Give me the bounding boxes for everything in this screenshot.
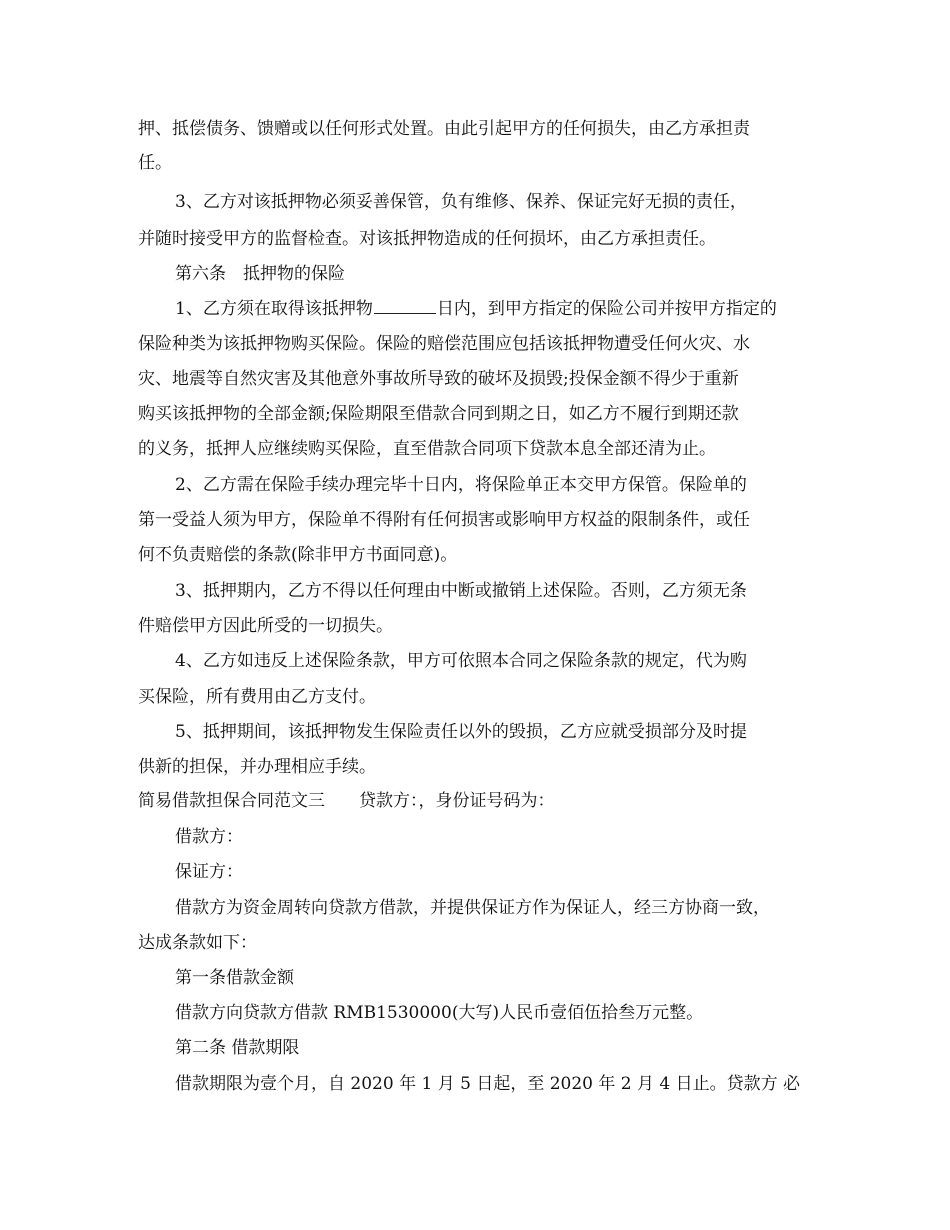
- text-line: 借款方向贷款方借款 RMB1530000(大写)人民币壹佰伍拾叁万元整。: [175, 1003, 704, 1023]
- text-line: 借款期限为壹个月，自 2020 年 1 月 5 日起，至 2020 年 2 月 4 日止。贷款方 必: [175, 1074, 801, 1094]
- text-line: 件赔偿甲方因此所受的一切损失。: [138, 616, 393, 636]
- text-line: 保险种类为该抵押物购买保险。保险的赔偿范围应包括该抵押物遭受任何火灾、水: [138, 334, 750, 354]
- text-line: 任。: [138, 153, 172, 173]
- text-line: 供新的担保，并办理相应手续。: [138, 757, 376, 777]
- text-line: 押、抵偿债务、馈赠或以任何形式处置。由此引起甲方的任何损失，由乙方承担责: [138, 119, 750, 139]
- text-line: 3、乙方对该抵押物必须妥善保管，负有维修、保养、保证完好无损的责任，: [175, 192, 747, 212]
- borrower-label: 借款方：: [175, 827, 243, 847]
- text-line: 借款方为资金周转向贷款方借款，并提供保证方作为保证人，经三方协商一致，: [175, 898, 770, 918]
- text-segment: 1、乙方须在取得该抵押物: [175, 299, 373, 319]
- section-heading: 第一条借款金额: [175, 968, 294, 988]
- text-segment: 日内，到甲方指定的保险公司并按甲方指定的: [436, 299, 777, 319]
- text-line: 4、乙方如违反上述保险条款，甲方可依照本合同之保险条款的规定，代为购: [175, 651, 747, 671]
- text-line: 买保险，所有费用由乙方支付。: [138, 687, 376, 707]
- section-heading: 第二条 借款期限: [175, 1038, 300, 1058]
- text-line: 第一受益人须为甲方，保险单不得附有任何损害或影响甲方权益的限制条件，或任: [138, 510, 750, 530]
- text-line: 3、抵押期内，乙方不得以任何理由中断或撤销上述保险。否则，乙方须无条: [175, 581, 747, 601]
- text-line: [175, 298, 777, 320]
- text-line: 并随时接受甲方的监督检查。对该抵押物造成的任何损坏，由乙方承担责任。: [138, 229, 716, 249]
- text-line: 何不负责赔偿的条款(除非甲方书面同意)。: [138, 545, 458, 565]
- document-title: 简易借款担保合同范文三 贷款方：，身份证号码为：: [138, 791, 555, 811]
- guarantor-label: 保证方：: [175, 862, 243, 882]
- text-line: 灾、地震等自然灾害及其他意外事故所导致的破坏及损毁;投保金额不得少于重新: [138, 369, 739, 389]
- text-line: 5、抵押期间，该抵押物发生保险责任以外的毁损，乙方应就受损部分及时提: [175, 722, 747, 742]
- section-heading: 第六条 抵押物的保险: [175, 264, 345, 284]
- text-line: 购买该抵押物的全部金额;保险期限至借款合同到期之日，如乙方不履行到期还款: [138, 404, 739, 424]
- text-line: 2、乙方需在保险手续办理完毕十日内，将保险单正本交甲方保管。保险单的: [175, 475, 747, 495]
- fill-in-blank: [374, 298, 436, 314]
- text-line: 达成条款如下：: [138, 933, 257, 953]
- text-line: 的义务，抵押人应继续购买保险，直至借款合同项下贷款本息全部还清为止。: [138, 439, 716, 459]
